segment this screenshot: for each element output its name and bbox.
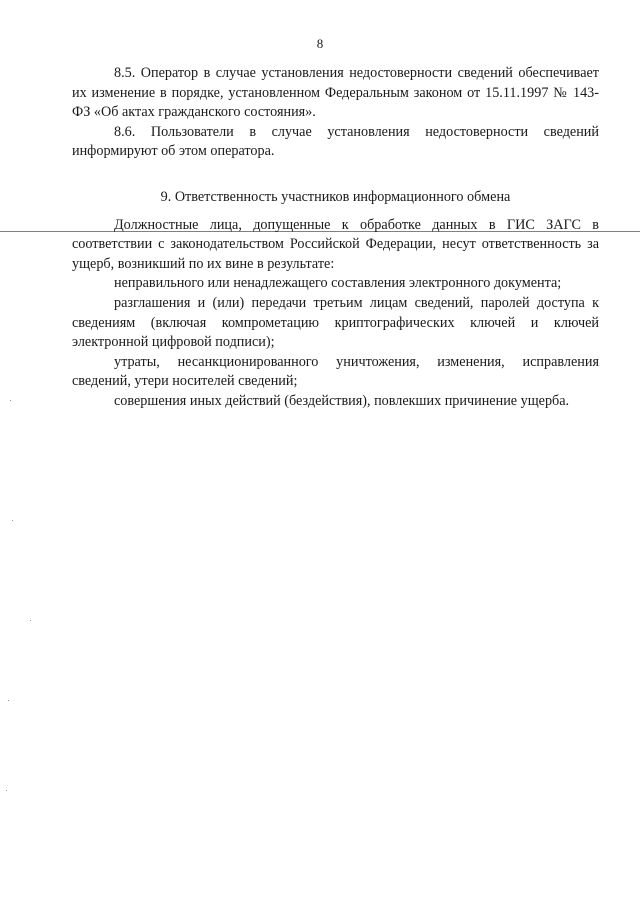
clause-8-5: 8.5. Оператор в случае установления недостоверности сведений обеспечивает их изменение в порядке, установленном Федеральным законом от 15.11.1997 № 143-ФЗ «Об актах гражданского состояния». [72,65,599,121]
document-body [72,64,599,412]
scan-speck [6,790,7,791]
liability-item-4: совершения иных действий (бездействия), повлекших причинение ущерба. [114,392,570,409]
page-number: 8 [316,36,324,51]
section-intro: Должностные лица, допущенные к обработке данных в ГИС ЗАГС в соответствии с законодательством Российской Федерации, несут ответственность за ущерб, возникший по их вине в результате: [72,216,599,272]
liability-item-3: утраты, несанкционированного уничтожения, изменения, исправления сведений, утери носителей сведений; [72,353,599,390]
scan-speck [10,400,11,401]
liability-item-2: разглашения и (или) передачи третьим лицам сведений, паролей доступа к сведениям (включая компрометацию криптографических ключей и ключей электронной цифровой подписи); [72,294,599,351]
scan-speck [30,620,31,621]
liability-item-1: неправильного или ненадлежащего составления электронного документа; [114,275,562,292]
section-heading: 9. Ответственность участников информационного обмена [160,188,511,205]
scan-speck [8,700,9,701]
clause-8-6: 8.6. Пользователи в случае установления недостоверности сведений информируют об этом оператора. [72,123,599,160]
scan-speck [12,520,13,521]
